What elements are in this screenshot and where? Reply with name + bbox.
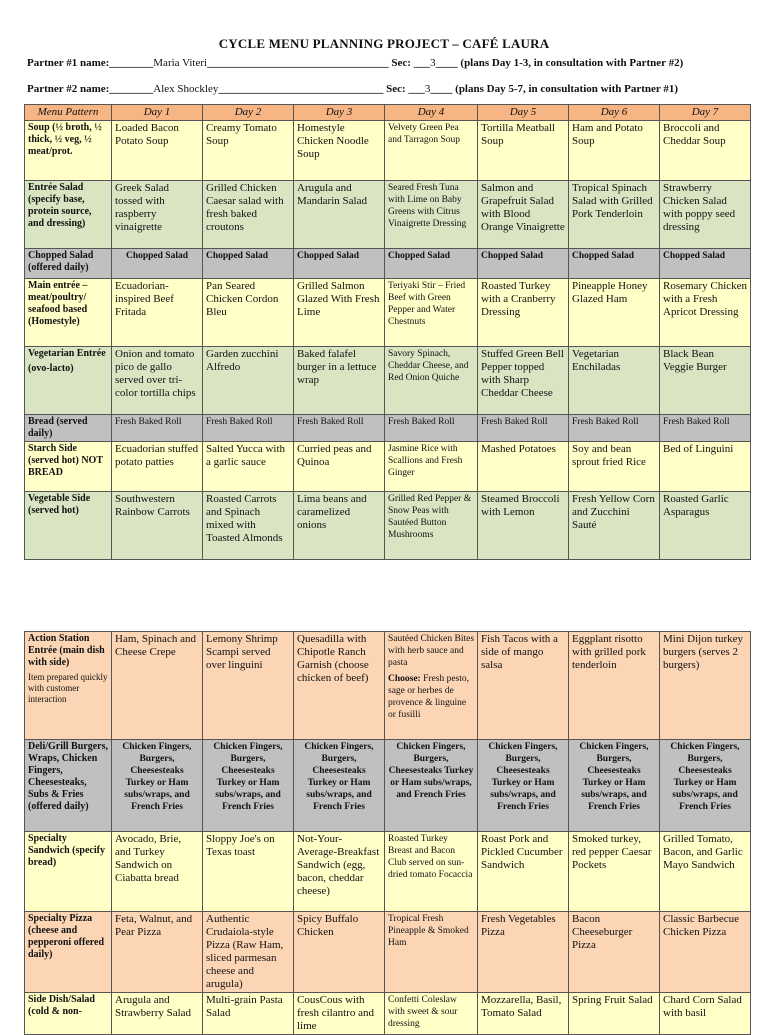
menu-table-top [24, 104, 751, 560]
menu-cell: Confetti Coleslaw with sweet & sour dressing [385, 993, 478, 1035]
row-label-note: (ovo-lacto) [28, 363, 74, 374]
row-action-station [25, 632, 751, 740]
menu-cell: Chicken Fingers, Burgers, Cheesesteaks Turkey or Ham subs/wraps, and French Fries [660, 740, 751, 832]
menu-cell: Mozzarella, Basil, Tomato Salad [478, 993, 569, 1035]
choose-label: Choose: [388, 674, 421, 684]
header-cell: Day 7 [660, 105, 751, 121]
row-specialty-pizza [25, 912, 751, 993]
menu-cell: Lima beans and caramelized onions [294, 492, 385, 560]
partner-2-line: Partner #2 name:________Alex Shockley______________________________ Sec: ___3____ (plans Day 5-7, in consultation with Partner #1) [27, 83, 679, 95]
menu-cell: Chicken Fingers, Burgers, Cheesesteaks Turkey or Ham subs/wraps, and French Fries [478, 740, 569, 832]
row-vegetable-side [25, 492, 751, 560]
row-label: Side Dish/Salad (cold & non- [25, 993, 112, 1035]
row-label: Main entrée – meat/poultry/ seafood based (Homestyle) [25, 279, 112, 347]
header-cell: Day 2 [203, 105, 294, 121]
page-title: CYCLE MENU PLANNING PROJECT – CAFÉ LAURA [218, 36, 550, 51]
menu-cell: Mini Dijon turkey burgers (serves 2 burgers) [660, 632, 751, 740]
menu-cell: Chicken Fingers, Burgers, Cheesesteaks Turkey or Ham subs/wraps, and French Fries [569, 740, 660, 832]
menu-cell: Fresh Yellow Corn and Zucchini Sauté [569, 492, 660, 560]
row-label: Specialty Sandwich (specify bread) [25, 832, 112, 912]
menu-cell: Chicken Fingers, Burgers, Cheesesteaks Turkey or Ham subs/wraps, and French Fries [385, 740, 478, 832]
menu-cell: Chopped Salad [112, 249, 203, 279]
menu-cell: Greek Salad tossed with raspberry vinaigrette [112, 181, 203, 249]
row-starch-side [25, 442, 751, 492]
menu-cell: Fish Tacos with a side of mango salsa [478, 632, 569, 740]
menu-cell: Classic Barbecue Chicken Pizza [660, 912, 751, 993]
partner-2-plans: (plans Day 5-7, in consultation with Partner #1) [455, 83, 679, 95]
menu-cell: Smoked turkey, red pepper Caesar Pockets [569, 832, 660, 912]
menu-cell: Roasted Carrots and Spinach mixed with Toasted Almonds [203, 492, 294, 560]
menu-cell: Vegetarian Enchiladas [569, 347, 660, 415]
menu-cell: Black Bean Veggie Burger [660, 347, 751, 415]
row-label: Entrée Salad (specify base, protein source, and dressing) [25, 181, 112, 249]
menu-cell: CousCous with fresh cilantro and lime [294, 993, 385, 1035]
header-row [25, 105, 751, 121]
menu-cell: Grilled Salmon Glazed With Fresh Lime [294, 279, 385, 347]
row-label: Bread (served daily) [25, 415, 112, 442]
menu-cell: Southwestern Rainbow Carrots [112, 492, 203, 560]
menu-cell: Strawberry Chicken Salad with poppy seed dressing [660, 181, 751, 249]
menu-cell: Chicken Fingers, Burgers, Cheesesteaks Turkey or Ham subs/wraps, and French Fries [203, 740, 294, 832]
choose-options: Fresh pesto, sage or herbes de provence & linguine or fusilli [388, 674, 470, 720]
menu-cell: Grilled Tomato, Bacon, and Garlic Mayo Sandwich [660, 832, 751, 912]
menu-cell: Velvety Green Pea and Tarragon Soup [385, 121, 478, 181]
menu-cell: Chopped Salad [203, 249, 294, 279]
menu-cell: Bed of Linguini [660, 442, 751, 492]
menu-cell: Pineapple Honey Glazed Ham [569, 279, 660, 347]
row-main-entree [25, 279, 751, 347]
menu-cell: Feta, Walnut, and Pear Pizza [112, 912, 203, 993]
menu-cell: Pan Seared Chicken Cordon Bleu [203, 279, 294, 347]
row-label: Chopped Salad (offered daily) [25, 249, 112, 279]
menu-cell: Garden zucchini Alfredo [203, 347, 294, 415]
menu-cell: Spicy Buffalo Chicken [294, 912, 385, 993]
row-deli-grill [25, 740, 751, 832]
menu-cell: Not-Your-Average-Breakfast Sandwich (egg, bacon, cheddar cheese) [294, 832, 385, 912]
header-cell: Day 3 [294, 105, 385, 121]
header-cell: Day 6 [569, 105, 660, 121]
menu-cell: Ham, Spinach and Cheese Crepe [112, 632, 203, 740]
row-label-note: Item prepared quickly with customer interaction [28, 672, 108, 704]
row-label: Vegetarian Entrée (ovo-lacto) [25, 347, 112, 415]
menu-cell: Grilled Red Pepper & Snow Peas with Sautéed Button Mushrooms [385, 492, 478, 560]
menu-cell: Fresh Baked Roll [569, 415, 660, 442]
menu-cell: Spring Fruit Salad [569, 993, 660, 1035]
menu-cell: Lemony Shrimp Scampi served over linguini [203, 632, 294, 740]
row-label: Soup (½ broth, ½ thick, ½ veg, ½ meat/prot. [25, 121, 112, 181]
menu-cell: Creamy Tomato Soup [203, 121, 294, 181]
menu-cell: Ecuadorian stuffed potato patties [112, 442, 203, 492]
menu-cell: Loaded Bacon Potato Soup [112, 121, 203, 181]
menu-cell: Baked falafel burger in a lettuce wrap [294, 347, 385, 415]
row-label: Action Station Entrée (main dish with side) Item prepared quickly with customer interaction [25, 632, 112, 740]
menu-cell: Stuffed Green Bell Pepper topped with Sharp Cheddar Cheese [478, 347, 569, 415]
menu-table-bottom [24, 631, 751, 1035]
menu-cell: Curried peas and Quinoa [294, 442, 385, 492]
menu-cell: Chopped Salad [294, 249, 385, 279]
menu-cell: Salted Yucca with a garlic sauce [203, 442, 294, 492]
partner-2-sec: 3 [424, 83, 431, 95]
row-chopped-salad [25, 249, 751, 279]
header-cell: Day 4 [385, 105, 478, 121]
partner-1-name: Maria Viteri [153, 57, 208, 69]
menu-cell: Chopped Salad [385, 249, 478, 279]
row-label: Specialty Pizza (cheese and pepperoni offered daily) [25, 912, 112, 993]
menu-cell: Bacon Cheeseburger Pizza [569, 912, 660, 993]
menu-cell: Onion and tomato pico de gallo served over tri-color tortilla chips [112, 347, 203, 415]
menu-cell: Chard Corn Salad with basil [660, 993, 751, 1035]
menu-cell: Fresh Vegetables Pizza [478, 912, 569, 993]
menu-cell: Savory Spinach, Cheddar Cheese, and Red Onion Quiche [385, 347, 478, 415]
menu-cell: Eggplant risotto with grilled pork tenderloin [569, 632, 660, 740]
menu-cell: Chicken Fingers, Burgers, Cheesesteaks Turkey or Ham subs/wraps, and French Fries [112, 740, 203, 832]
menu-cell: Teriyaki Stir – Fried Beef with Green Pepper and Water Chestnuts [385, 279, 478, 347]
row-label: Starch Side (served hot) NOT BREAD [25, 442, 112, 492]
menu-cell: Fresh Baked Roll [294, 415, 385, 442]
menu-cell: Tortilla Meatball Soup [478, 121, 569, 181]
partner-2-name: Alex Shockley [153, 83, 219, 95]
menu-cell: Sloppy Joe's on Texas toast [203, 832, 294, 912]
menu-cell: Fresh Baked Roll [660, 415, 751, 442]
menu-cell: Roast Pork and Pickled Cucumber Sandwich [478, 832, 569, 912]
menu-cell: Fresh Baked Roll [478, 415, 569, 442]
menu-cell: Homestyle Chicken Noodle Soup [294, 121, 385, 181]
menu-cell: Quesadilla with Chipotle Ranch Garnish (choose chicken of beef) [294, 632, 385, 740]
menu-cell: Grilled Chicken Caesar salad with fresh baked croutons [203, 181, 294, 249]
menu-cell: Ecuadorian-inspired Beef Fritada [112, 279, 203, 347]
menu-cell: Multi-grain Pasta Salad [203, 993, 294, 1035]
menu-cell: Chopped Salad [660, 249, 751, 279]
menu-cell: Rosemary Chicken with a Fresh Apricot Dressing [660, 279, 751, 347]
menu-cell: Fresh Baked Roll [203, 415, 294, 442]
menu-cell: Broccoli and Cheddar Soup [660, 121, 751, 181]
menu-cell: Fresh Baked Roll [385, 415, 478, 442]
menu-cell: Avocado, Brie, and Turkey Sandwich on Ciabatta bread [112, 832, 203, 912]
menu-cell: Tropical Fresh Pineapple & Smoked Ham [385, 912, 478, 993]
row-entree-salad [25, 181, 751, 249]
menu-cell: Roasted Turkey with a Cranberry Dressing [478, 279, 569, 347]
partner-1-line: Partner #1 name:________Maria Viteri_________________________________ Sec: ___3____ (plans Day 1-3, in consultation with Partner #2) [27, 57, 684, 69]
menu-cell: Jasmine Rice with Scallions and Fresh Ginger [385, 442, 478, 492]
menu-cell: Soy and bean sprout fried Rice [569, 442, 660, 492]
header-cell: Day 1 [112, 105, 203, 121]
menu-cell: Ham and Potato Soup [569, 121, 660, 181]
menu-cell: Chicken Fingers, Burgers, Cheesesteaks Turkey or Ham subs/wraps, and French Fries [294, 740, 385, 832]
row-side-dish-salad [25, 993, 751, 1035]
partner-1-sec: 3 [430, 57, 436, 69]
menu-cell: Tropical Spinach Salad with Grilled Pork Tenderloin [569, 181, 660, 249]
menu-cell: Chopped Salad [478, 249, 569, 279]
menu-cell: Seared Fresh Tuna with Lime on Baby Greens with Citrus Vinaigrette Dressing [385, 181, 478, 249]
menu-cell: Chopped Salad [569, 249, 660, 279]
row-label: Deli/Grill Burgers, Wraps, Chicken Fingers, Cheesesteaks, Subs & Fries (offered daily) [25, 740, 112, 832]
row-vegetarian-entree [25, 347, 751, 415]
menu-cell: Arugula and Strawberry Salad [112, 993, 203, 1035]
row-label: Vegetable Side (served hot) [25, 492, 112, 560]
menu-cell: Mashed Potatoes [478, 442, 569, 492]
partner-1-plans: (plans Day 1-3, in consultation with Partner #2) [460, 57, 684, 69]
menu-cell: Steamed Broccoli with Lemon [478, 492, 569, 560]
menu-cell: Sautéed Chicken Bites with herb sauce and pasta Choose: Fresh pesto, sage or herbes de provence & linguine or fusilli [385, 632, 478, 740]
row-specialty-sandwich [25, 832, 751, 912]
menu-cell: Roasted Garlic Asparagus [660, 492, 751, 560]
menu-cell: Salmon and Grapefruit Salad with Blood Orange Vinaigrette [478, 181, 569, 249]
header-cell: Menu Pattern [25, 105, 112, 121]
menu-cell: Authentic Crudaiola-style Pizza (Raw Ham, sliced parmesan cheese and arugula) [203, 912, 294, 993]
menu-cell: Fresh Baked Roll [112, 415, 203, 442]
row-soup [25, 121, 751, 181]
header-cell: Day 5 [478, 105, 569, 121]
menu-cell: Arugula and Mandarin Salad [294, 181, 385, 249]
menu-cell: Roasted Turkey Breast and Bacon Club served on sun-dried tomato Focaccia [385, 832, 478, 912]
row-bread [25, 415, 751, 442]
